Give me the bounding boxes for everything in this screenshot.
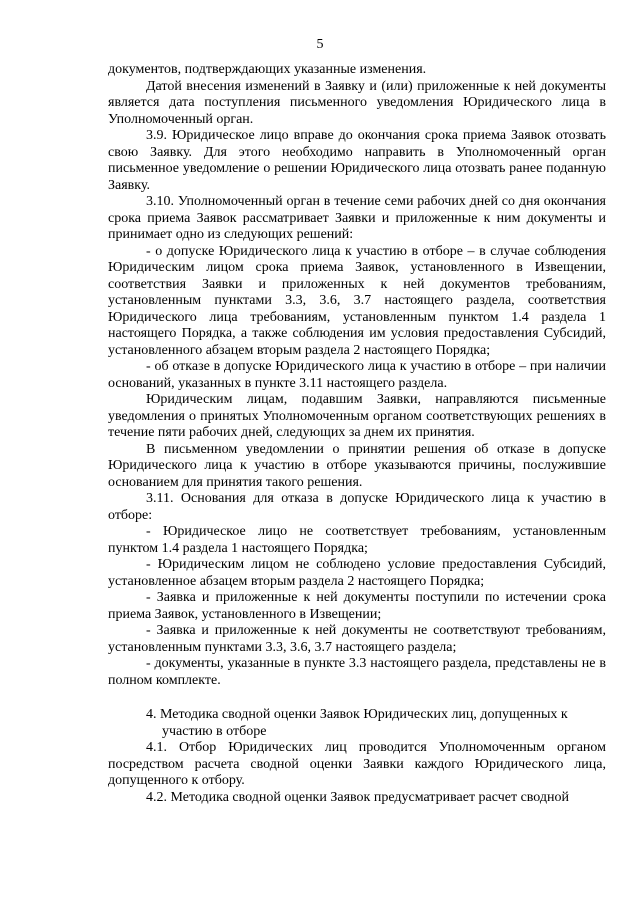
section-heading: [146, 707, 606, 740]
paragraph: - об отказе в допуске Юридического лица к участию в отборе – при наличии оснований, указанных в пункте 3.11 настоящего раздела.: [108, 359, 606, 391]
section-4-text: [108, 740, 606, 806]
paragraph: - Юридическое лицо не соответствует требованиям, установленным пунктом 1.4 раздела 1 настоящего Порядка;: [108, 524, 606, 556]
paragraph: 3.9. Юридическое лицо вправе до окончания срока приема Заявок отозвать свою Заявку. Для этого необходимо направить в Уполномоченный орган письменное уведомление о решении Юридического лица отозвать ранее поданную Заявку.: [108, 128, 606, 193]
paragraph: - Заявка и приложенные к ней документы не соответствуют требованиям, установленным пунктами 3.3, 3.6, 3.7 настоящего раздела;: [108, 623, 606, 655]
spacer: [108, 689, 606, 707]
paragraph: - Заявка и приложенные к ней документы поступили по истечении срока приема Заявок, установленного в Извещении;: [108, 590, 606, 622]
paragraph: Юридическим лицам, подавшим Заявки, направляются письменные уведомления о принятых Уполномоченным органом соответствующих решениях в течение пяти рабочих дней, следующих за днем их принятия.: [108, 392, 606, 440]
paragraph: - о допуске Юридического лица к участию в отборе – в случае соблюдения Юридическим лицом срока приема Заявок, установленного в Извещении, соответствия Заявки и приложенных к ней документов требованиям, установленным пунктами 3.3, 3.6, 3.7 настоящего раздела, соответствия Юридического лица требованиям, установленным пунктом 1.4 раздела 1 настоящего Порядка, а также соблюдения им условия предоставления Субсидий, установленного абзацем вторым раздела 2 настоящего Порядка;: [108, 243, 606, 358]
paragraph: Датой внесения изменений в Заявку и (или) приложенные к ней документы является дата поступления письменного уведомления Юридического лица в Уполномоченный орган.: [108, 78, 606, 127]
paragraph: 4.2. Методика сводной оценки Заявок предусматривает расчет сводной: [146, 789, 570, 805]
page-number: 5: [316, 37, 324, 52]
document-body: [108, 62, 606, 806]
paragraph: - документы, указанные в пункте 3.3 настоящего раздела, представлены не в полном комплекте.: [108, 656, 606, 688]
paragraph: 3.10. Уполномоченный орган в течение семи рабочих дней со дня окончания срока приема Заявок рассматривает Заявки и приложенные к ним документы и принимает одно из следующих решений:: [108, 194, 606, 242]
paragraph: - Юридическим лицом не соблюдено условие предоставления Субсидий, установленное абзацем вторым раздела 2 настоящего Порядка;: [108, 557, 606, 589]
section-3-text: [108, 62, 606, 689]
section-heading-line2: участию в отборе: [162, 723, 267, 739]
paragraph: 4.1. Отбор Юридических лиц проводится Уполномоченным органом посредством расчета сводной оценки Заявки каждого Юридического лица, допущенного к отбору.: [108, 740, 606, 788]
paragraph: В письменном уведомлении о принятии решения об отказе в допуске Юридического лица к участию в отборе указываются причины, послужившие основанием для принятия такого решения.: [108, 441, 606, 490]
paragraph: 3.11. Основания для отказа в допуске Юридического лица к участию в отборе:: [108, 491, 606, 523]
section-heading-line1: 4. Методика сводной оценки Заявок Юридических лиц, допущенных к: [146, 707, 568, 722]
paragraph: документов, подтверждающих указанные изменения.: [108, 62, 427, 77]
